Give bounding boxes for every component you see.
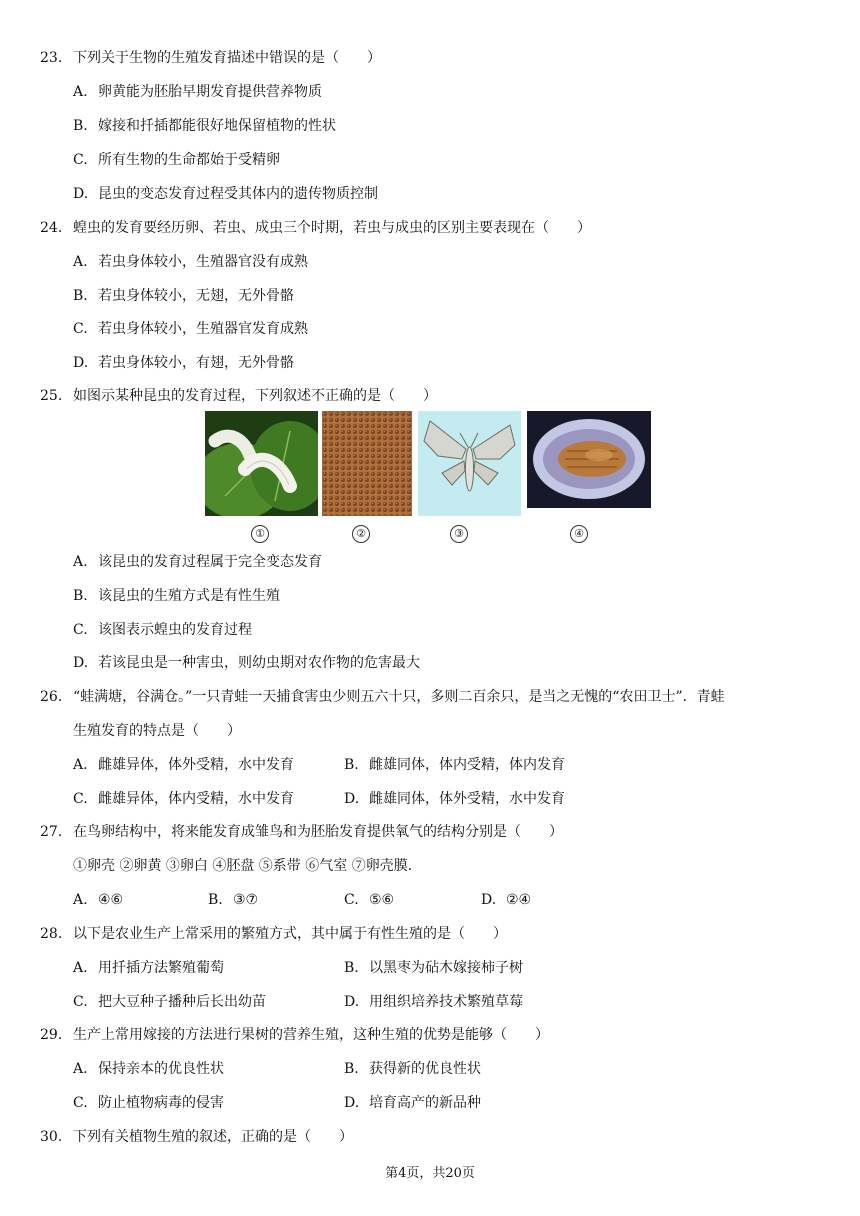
figure-label-4: ④ — [570, 525, 588, 543]
option-text: 该图表示蝗虫的发育过程 — [98, 622, 252, 638]
option-letter: A. — [73, 1061, 88, 1077]
option-text: 以黑枣为砧木嫁接柿子树 — [369, 960, 523, 976]
option-text: 若虫身体较小，有翅，无外骨骼 — [98, 355, 294, 371]
option-26-a[interactable] — [73, 755, 294, 775]
option-text: 用组织培养技术繁殖草莓 — [369, 994, 523, 1010]
question-number: 24. — [40, 220, 63, 236]
option-letter: D. — [73, 655, 89, 671]
option-letter: B. — [344, 757, 359, 773]
option-23-b[interactable] — [73, 116, 336, 136]
figure-label-1: ① — [251, 525, 269, 543]
option-25-a[interactable] — [73, 552, 322, 572]
option-letter: B. — [344, 1061, 359, 1077]
option-text: ⑤⑥ — [369, 892, 395, 908]
option-29-c[interactable] — [73, 1093, 224, 1113]
option-25-d[interactable] — [73, 653, 420, 673]
option-text: 若虫身体较小，生殖器官发育成熟 — [98, 321, 308, 337]
option-letter: B. — [73, 588, 88, 604]
question-27 — [40, 822, 563, 842]
option-28-d[interactable] — [344, 992, 523, 1012]
larva-image — [205, 411, 318, 516]
question-stem: 在鸟卵结构中，将来能发育成雏鸟和为胚胎发育提供氧气的结构分别是（ ） — [73, 824, 563, 840]
question-stem: 生产上常用嫁接的方法进行果树的营养生殖，这种生殖的优势是能够（ ） — [73, 1027, 549, 1043]
option-text: 若虫身体较小，生殖器官没有成熟 — [98, 254, 308, 270]
option-letter: D. — [73, 355, 89, 371]
option-text: 获得新的优良性状 — [369, 1061, 481, 1077]
option-24-b[interactable] — [73, 286, 294, 306]
question-25 — [40, 386, 437, 406]
option-text: 用扦插方法繁殖葡萄 — [98, 960, 224, 976]
question-stem: “蛙满塘，谷满仓。”一只青蛙一天捕食害虫少则五六十只，多则二百余只，是当之无愧的“农田卫士”．青蛙 — [73, 689, 725, 705]
option-letter: D. — [344, 994, 360, 1010]
question-23 — [40, 48, 381, 68]
option-letter: D. — [344, 1095, 360, 1111]
option-24-c[interactable] — [73, 319, 308, 339]
question-stem: 以下是农业生产上常采用的繁殖方式，其中属于有性生殖的是（ ） — [73, 926, 507, 942]
option-letter: C. — [73, 622, 88, 638]
option-letter: C. — [73, 1095, 88, 1111]
option-text: 该昆虫的发育过程属于完全变态发育 — [98, 554, 322, 570]
question-28 — [40, 924, 507, 944]
option-27-c[interactable] — [344, 890, 394, 910]
option-26-c[interactable] — [73, 789, 294, 809]
option-letter: C. — [73, 321, 88, 337]
option-letter: A. — [73, 84, 88, 100]
option-text: 若虫身体较小，无翅，无外骨骼 — [98, 288, 294, 304]
question-number: 28. — [40, 926, 63, 942]
question-stem: 下列关于生物的生殖发育描述中错误的是（ ） — [73, 50, 381, 66]
option-text: 所有生物的生命都始于受精卵 — [98, 152, 280, 168]
option-letter: D. — [344, 791, 360, 807]
option-text: 保持亲本的优良性状 — [98, 1061, 224, 1077]
option-text: 该昆虫的生殖方式是有性生殖 — [98, 588, 280, 604]
option-27-a[interactable] — [73, 890, 123, 910]
question-24 — [40, 218, 591, 238]
option-text: 若该昆虫是一种害虫，则幼虫期对农作物的危害最大 — [98, 655, 420, 671]
option-24-d[interactable] — [73, 353, 294, 373]
option-23-a[interactable] — [73, 82, 322, 102]
question-30 — [40, 1127, 353, 1147]
option-23-d[interactable] — [73, 184, 378, 204]
option-letter: B. — [344, 960, 359, 976]
option-text: ②④ — [506, 892, 532, 908]
option-letter: C. — [73, 152, 88, 168]
option-letter: B. — [73, 118, 88, 134]
option-letter: A. — [73, 554, 88, 570]
question-number: 23. — [40, 50, 63, 66]
figure-label-3: ③ — [450, 525, 468, 543]
option-letter: A. — [73, 254, 88, 270]
option-letter: D. — [73, 186, 89, 202]
option-text: 把大豆种子播种后长出幼苗 — [98, 994, 266, 1010]
option-25-c[interactable] — [73, 620, 252, 640]
option-text: 雌雄同体，体外受精，水中发育 — [369, 791, 565, 807]
option-text: 雌雄异体，体外受精，水中发育 — [98, 757, 294, 773]
option-28-c[interactable] — [73, 992, 266, 1012]
option-text: 雌雄同体，体内受精，体内发育 — [369, 757, 565, 773]
question-number: 30. — [40, 1129, 63, 1145]
figure-label-2: ② — [352, 525, 370, 543]
option-text: 培育高产的新品种 — [369, 1095, 481, 1111]
option-letter: B. — [73, 288, 88, 304]
option-28-b[interactable] — [344, 958, 523, 978]
question-29 — [40, 1025, 549, 1045]
option-text: 昆虫的变态发育过程受其体内的遗传物质控制 — [98, 186, 378, 202]
option-letter: D. — [481, 892, 497, 908]
option-29-b[interactable] — [344, 1059, 481, 1079]
option-text: 卵黄能为胚胎早期发育提供营养物质 — [98, 84, 322, 100]
option-26-b[interactable] — [344, 755, 565, 775]
pupa-image — [527, 411, 651, 508]
option-letter: C. — [73, 994, 88, 1010]
option-26-d[interactable] — [344, 789, 565, 809]
option-28-a[interactable] — [73, 958, 224, 978]
question-number: 29. — [40, 1027, 63, 1043]
question-stem: 下列有关植物生殖的叙述，正确的是（ ） — [73, 1129, 353, 1145]
question-stem: 蝗虫的发育要经历卵、若虫、成虫三个时期，若虫与成虫的区别主要表现在（ ） — [73, 220, 591, 236]
eggs-image — [322, 411, 412, 516]
option-25-b[interactable] — [73, 586, 280, 606]
option-text: 防止植物病毒的侵害 — [98, 1095, 224, 1111]
question-26 — [40, 687, 725, 707]
option-letter: A. — [73, 892, 88, 908]
option-letter: A. — [73, 960, 88, 976]
option-29-a[interactable] — [73, 1059, 224, 1079]
option-text: 嫁接和扦插都能很好地保留植物的性状 — [98, 118, 336, 134]
question-number: 27. — [40, 824, 63, 840]
question-27-structures: ①卵壳 ②卵黄 ③卵白 ④胚盘 ⑤系带 ⑥气室 ⑦卵壳膜． — [73, 858, 422, 874]
option-letter: C. — [344, 892, 359, 908]
option-27-b[interactable] — [208, 890, 258, 910]
option-letter: B. — [208, 892, 223, 908]
moth-image — [418, 411, 521, 516]
question-number: 26. — [40, 689, 63, 705]
option-27-d[interactable] — [481, 890, 531, 910]
question-number: 25. — [40, 388, 63, 404]
option-24-a[interactable] — [73, 252, 308, 272]
question-26-continuation: 生殖发育的特点是（ ） — [73, 723, 241, 739]
option-29-d[interactable] — [344, 1093, 481, 1113]
option-letter: A. — [73, 757, 88, 773]
question-stem: 如图示某种昆虫的发育过程，下列叙述不正确的是（ ） — [73, 388, 437, 404]
page-footer: 第4页，共20页 — [385, 1166, 475, 1181]
option-letter: C. — [73, 791, 88, 807]
option-text: ④⑥ — [98, 892, 124, 908]
option-text: 雌雄异体，体内受精，水中发育 — [98, 791, 294, 807]
option-23-c[interactable] — [73, 150, 280, 170]
option-text: ③⑦ — [233, 892, 259, 908]
